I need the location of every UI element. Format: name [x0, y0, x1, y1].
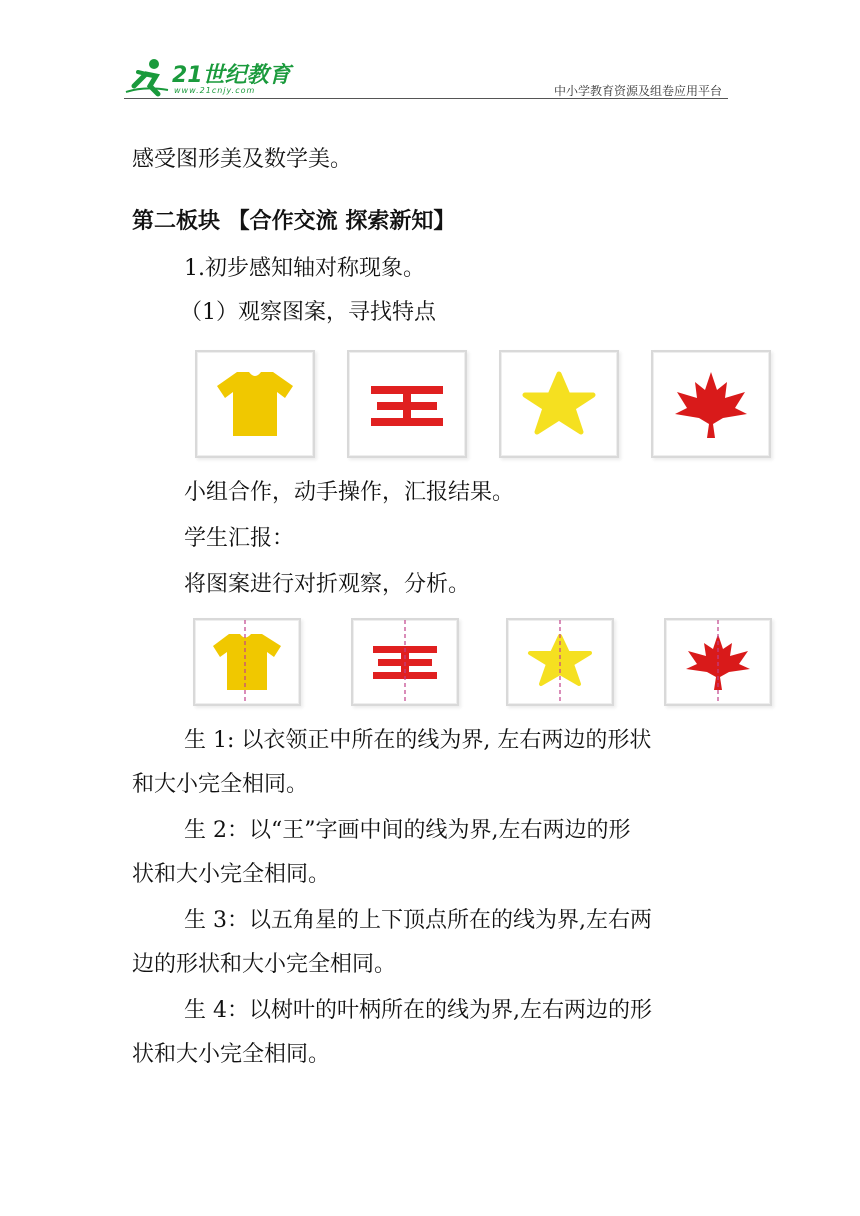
student-3-line-2: 边的形状和大小完全相同。	[132, 952, 397, 977]
paragraph-fold: 将图案进行对折观察，分析。	[184, 572, 471, 597]
maple-leaf-icon	[653, 352, 769, 456]
student-2-line-1: 生 2：以“王”字画中间的线为界,左右两边的形	[184, 818, 631, 843]
item-1: 1.初步感知轴对称现象。	[184, 256, 425, 281]
figure-leaf	[651, 350, 771, 458]
wang-character-icon	[353, 620, 457, 704]
student-2-line-2: 状和大小完全相同。	[132, 862, 331, 887]
student-1-line-1: 生 1: 以衣领正中所在的线为界, 左右两边的形状	[184, 728, 652, 753]
figure-star-folded	[506, 618, 614, 706]
student-1-line-2: 和大小完全相同。	[132, 772, 309, 797]
paragraph-report: 学生汇报：	[184, 526, 295, 551]
star-icon	[501, 352, 617, 456]
maple-leaf-icon	[666, 620, 770, 704]
shirt-icon	[197, 352, 313, 456]
star-icon	[508, 620, 612, 704]
shirt-icon	[195, 620, 299, 704]
figure-leaf-folded	[664, 618, 772, 706]
paragraph-intro: 感受图形美及数学美。	[132, 147, 353, 172]
page-header	[0, 0, 860, 110]
figure-shirt-folded	[193, 618, 301, 706]
logo-text: 21世纪教育	[172, 63, 291, 88]
runner-logo-icon	[124, 56, 172, 98]
site-logo	[124, 56, 294, 98]
figure-wang-folded	[351, 618, 459, 706]
figure-shirt	[195, 350, 315, 458]
student-3-line-1: 生 3：以五角星的上下顶点所在的线为界,左右两	[184, 908, 652, 933]
logo-url: www.21cnjy.com	[174, 86, 256, 95]
student-4-line-2: 状和大小完全相同。	[132, 1042, 331, 1067]
section-title: 第二板块 【合作交流 探索新知】	[132, 208, 456, 234]
student-4-line-1: 生 4：以树叶的叶柄所在的线为界,左右两边的形	[184, 998, 652, 1023]
paragraph-group-work: 小组合作，动手操作，汇报结果。	[184, 480, 515, 505]
header-divider	[124, 98, 728, 99]
item-1-1: （1）观察图案，寻找特点	[180, 300, 436, 325]
figure-star	[499, 350, 619, 458]
header-tagline: 中小学教育资源及组卷应用平台	[553, 84, 722, 98]
wang-character-icon	[349, 352, 465, 456]
figure-wang	[347, 350, 467, 458]
